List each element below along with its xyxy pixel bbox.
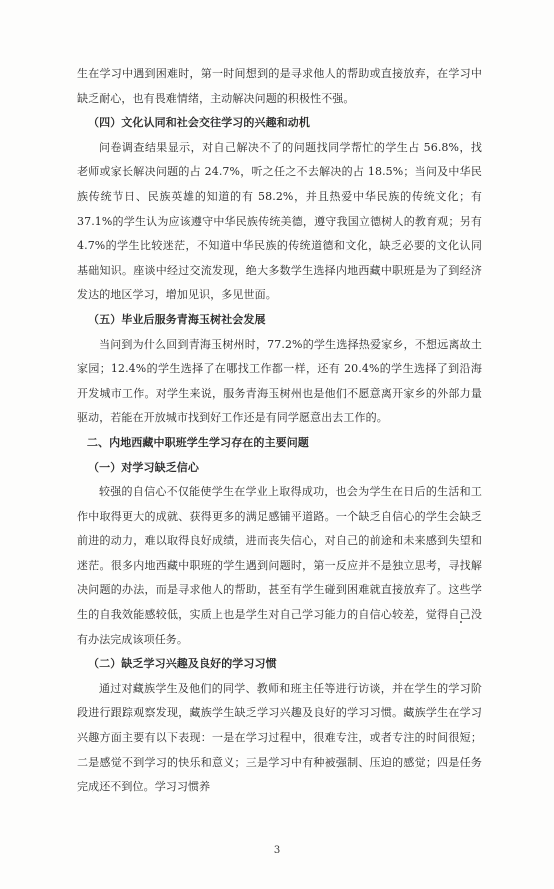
chapter-heading-2: 二、内地西藏中职班学生学习存在的主要问题	[86, 435, 309, 449]
section-heading-5: （五）毕业后服务青海玉树社会发展	[88, 312, 266, 326]
section-heading-4: （四）文化认同和社会交往学习的兴趣和动机	[88, 116, 310, 130]
paragraph-yushu-service: 当问到为什么回到青海玉树州时，77.2%的学生选择热爱家乡，不想远离故土家园；12.4%的学生选择了在哪找工作都一样，还有 20.4%的学生选择了到沿海开发城市工作。对学生来说，服务青海玉树州也是他们不愿意离开家乡的外部力量驱动，若能在开放城市找到好工作还是有同学愿意出去工作的。	[77, 337, 482, 425]
paragraph-interest-habits: 通过对藏族学生及他们的同学、教师和班主任等进行访谈，并在学生的学习阶段进行跟踪观察发现，藏族学生缺乏学习兴趣及良好的学习习惯。藏族学生在学习兴趣方面主要有以下表现：一是在学习过程中，很难专注，或者专注的时间很短；二是感觉不到学习的快乐和意义；三是学习中有种被强制、压迫的感觉；四是任务完成还不到位。学习习惯养	[77, 681, 482, 794]
document-body	[77, 62, 482, 800]
page-number: 3	[273, 845, 281, 856]
paragraph-survey-results: 问卷调查结果显示，对自己解决不了的问题找同学帮忙的学生占 56.8%，找老师或家长解决问题的占 24.7%，听之任之不去解决的占 18.5%；当问及中华民族传统节日、民族英雄的知道的有 58.2%，并且热爱中华民族的传统文化；有 37.1%的学生认为应该遵守中华民族传统美德，遵守我国立德树人的教育观；另有 4.7%的学生比较迷茫，不知道中华民族的传统道德和文化，缺乏必要的文化认同基础知识。座谈中经过交流发现，绝大多数学生选择内地西藏中职班是为了到经济发达的地区学习，增加见识，多见世面。	[77, 140, 482, 302]
section-heading-lack-interest: （二）缺乏学习兴趣及良好的学习习惯	[88, 657, 277, 671]
paragraph-continuation: 生在学习中遇到困难时，第一时间想到的是寻求他人的帮助或直接放弃，在学习中缺乏耐心，也有畏难情绪，主动解决问题的积极性不强。	[77, 67, 482, 105]
ink-dot-mark	[460, 621, 462, 623]
section-heading-lack-confidence: （一）对学习缺乏信心	[88, 460, 199, 474]
paragraph-confidence: 较强的自信心不仅能使学生在学业上取得成功，也会为学生在日后的生活和工作中取得更大的成就、获得更多的满足感铺平道路。一个缺乏自信心的学生会缺乏前进的动力，难以取得良好成绩，进而丧失信心，对自己的前途和未来感到失望和迷茫。很多内地西藏中职班的学生遇到问题时，第一反应并不是独立思考，寻找解决问题的办法，而是寻求他人的帮助，甚至有学生碰到困难就直接放弃了。这些学生的自我效能感较低，实质上也是学生对自己学习能力的自信心较差，觉得自己没有办法完成该项任务。	[77, 485, 482, 646]
